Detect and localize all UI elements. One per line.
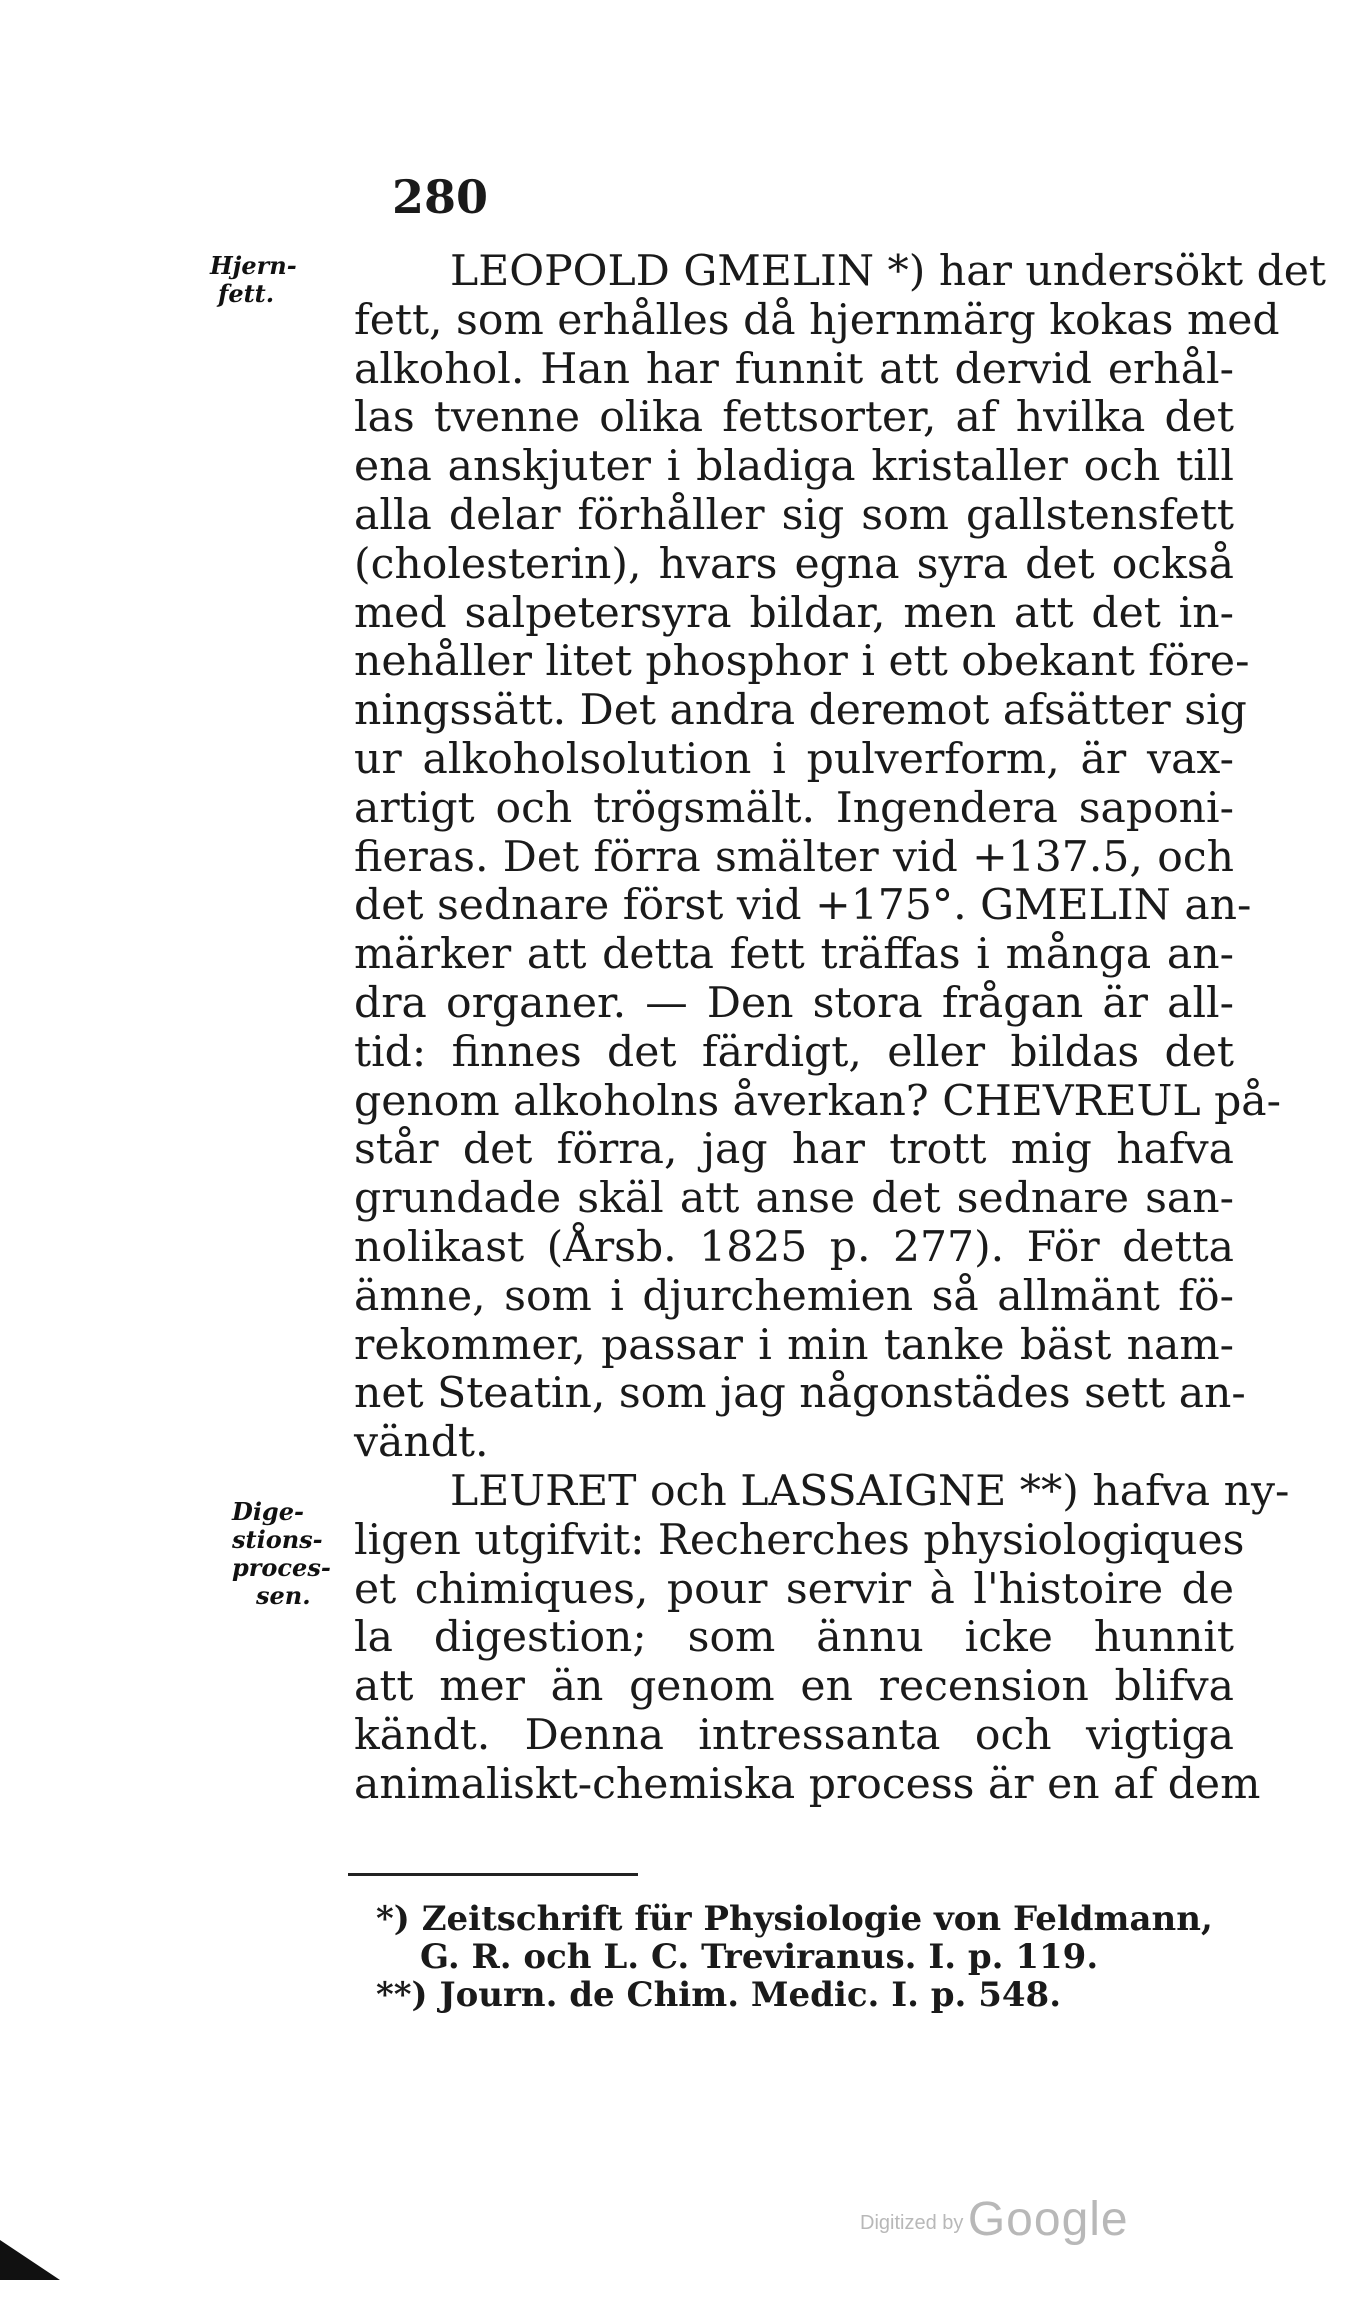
main-text bbox=[354, 247, 1327, 1810]
page-number: 280 bbox=[392, 170, 489, 224]
text-line: LEOPOLD GMELIN *) har undersökt det bbox=[450, 247, 1327, 296]
digitized-watermark bbox=[860, 2192, 1129, 2247]
margin-note-digestionsprocessen bbox=[232, 1498, 342, 1610]
text-line: nolikast (Årsb. 1825 p. 277). För detta bbox=[354, 1222, 1234, 1272]
text-line: att mer än genom en recension blifva bbox=[354, 1662, 1234, 1712]
text-line: net Steatin, som jag någonstädes sett an- bbox=[354, 1369, 1246, 1419]
footnotes bbox=[376, 1900, 1256, 2014]
text-line: dra organer. — Den stora frågan är all- bbox=[354, 978, 1234, 1028]
margin-note-line: proces- bbox=[232, 1553, 331, 1582]
text-line: med salpetersyra bildar, men att det in- bbox=[354, 588, 1234, 638]
text-line: LEURET och LASSAIGNE **) hafva ny- bbox=[450, 1466, 1290, 1516]
text-line: märker att detta fett träffas i många an- bbox=[354, 930, 1234, 980]
text-line: ur alkoholsolution i pulverform, är vax- bbox=[354, 734, 1234, 784]
text-line: kändt. Denna intressanta och vigtiga bbox=[354, 1710, 1234, 1760]
paragraph-digestion bbox=[354, 1466, 1290, 1810]
margin-note-line: stions- bbox=[232, 1525, 323, 1554]
footnote-2: **) Journ. de Chim. Medic. I. p. 548. bbox=[376, 1975, 1062, 2015]
footnote-divider bbox=[348, 1873, 638, 1876]
text-line: alla delar förhåller sig som gallstensfett bbox=[354, 490, 1234, 540]
text-line: ligen utgifvit: Recherches physiologiques bbox=[354, 1515, 1245, 1565]
text-line: alkohol. Han har funnit att dervid erhål- bbox=[354, 344, 1234, 394]
watermark-brand: Google bbox=[967, 2193, 1129, 2246]
text-line: (cholesterin), hvars egna syra det också bbox=[354, 539, 1234, 589]
watermark-digitized-by: Digitized by bbox=[860, 2212, 964, 2234]
text-line: grundade skäl att anse det sednare san- bbox=[354, 1174, 1234, 1224]
scan-corner-mark bbox=[0, 2240, 60, 2280]
text-line: nehåller litet phosphor i ett obekant före- bbox=[354, 637, 1250, 687]
text-line: fieras. Det förra smälter vid +137.5, och bbox=[354, 832, 1234, 882]
text-line: la digestion; som ännu icke hunnit bbox=[354, 1613, 1234, 1663]
text-line: et chimiques, pour servir à l'histoire de bbox=[354, 1564, 1234, 1614]
text-line: ningssätt. Det andra deremot afsätter sig bbox=[354, 686, 1247, 736]
text-line: det sednare först vid +175°. GMELIN an- bbox=[354, 881, 1252, 931]
text-line: ämne, som i djurchemien så allmänt fö- bbox=[354, 1271, 1234, 1321]
text-line: las tvenne olika fettsorter, af hvilka det bbox=[354, 393, 1234, 443]
text-line: genom alkoholns åverkan? CHEVREUL på- bbox=[354, 1076, 1281, 1126]
margin-note-line: sen. bbox=[256, 1581, 311, 1610]
text-line: ena anskjuter i bladiga kristaller och till bbox=[354, 442, 1234, 492]
footnote-1-continued: G. R. och L. C. Treviranus. I. p. 119. bbox=[420, 1937, 1099, 1977]
text-line: rekommer, passar i min tanke bäst nam- bbox=[354, 1320, 1234, 1370]
margin-note-line: Hjern- bbox=[210, 251, 297, 280]
margin-note-line: Dige- bbox=[232, 1497, 304, 1526]
text-line: tid: finnes det färdigt, eller bildas det bbox=[354, 1027, 1234, 1077]
text-line: står det förra, jag har trott mig hafva bbox=[354, 1125, 1234, 1175]
text-line: vändt. bbox=[354, 1418, 489, 1468]
text-line: artigt och trögsmält. Ingendera saponi- bbox=[354, 783, 1234, 833]
paragraph-hjernfett bbox=[354, 247, 1327, 1468]
text-line: animaliskt-chemiska process är en af dem bbox=[354, 1759, 1261, 1809]
margin-note-hjernfett bbox=[210, 252, 320, 308]
text-line: fett, som erhålles då hjernmärg kokas med bbox=[354, 295, 1280, 345]
footnote-1: *) Zeitschrift für Physiologie von Feldmann, bbox=[376, 1899, 1213, 1939]
margin-note-line: fett. bbox=[218, 279, 275, 308]
